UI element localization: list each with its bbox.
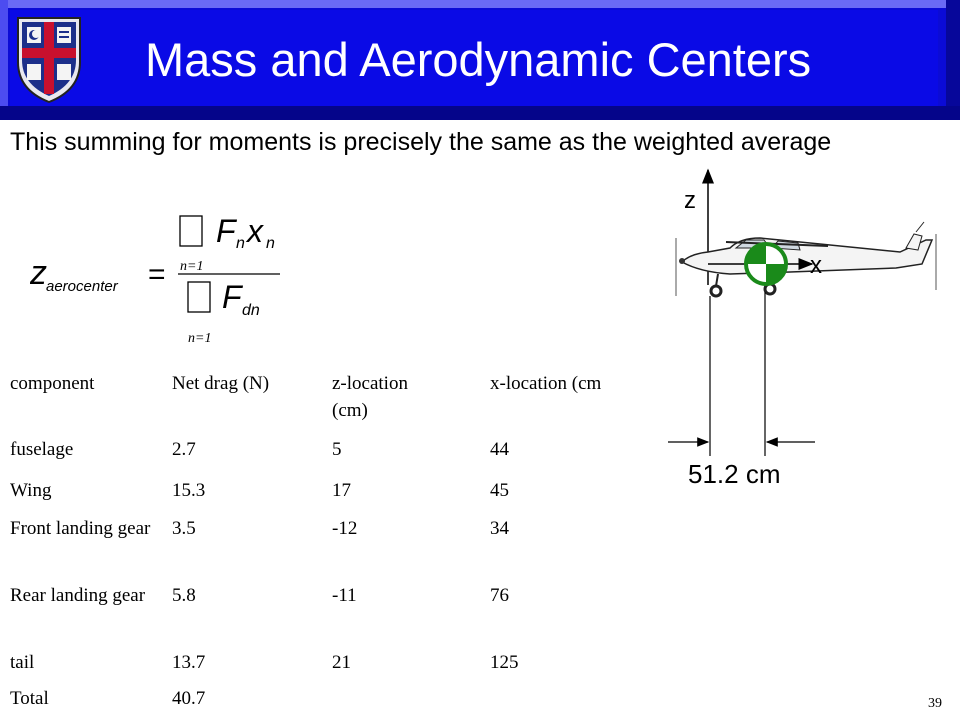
table-cell: 13.7 xyxy=(172,652,206,673)
table-cell: 125 xyxy=(490,652,519,673)
table-cell: 2.7 xyxy=(172,439,196,460)
dimension-label: 51.2 cm xyxy=(688,459,781,489)
intro-text: This summing for moments is precisely the same as the weighted average xyxy=(10,128,832,156)
formula-denominator-main: F xyxy=(222,279,242,315)
slide-title: Mass and Aerodynamic Centers xyxy=(145,33,812,86)
table-cell: tail xyxy=(10,652,35,673)
formula-numerator-limit: n=1 xyxy=(180,259,204,274)
table-header-cell: x-location (cm xyxy=(490,373,602,394)
formula-equals: = xyxy=(148,258,166,291)
title-bar-bevel xyxy=(0,106,960,120)
aerocenter-formula xyxy=(30,200,330,360)
table-cell: fuselage xyxy=(10,439,74,460)
table-cell: 17 xyxy=(332,480,351,501)
table-cell: -11 xyxy=(332,585,357,606)
table-cell: 21 xyxy=(332,652,351,673)
table-cell: Front landing gear xyxy=(10,518,151,539)
table-cell: 5 xyxy=(332,439,342,460)
table-cell: 40.7 xyxy=(172,688,206,709)
airplane-icon xyxy=(676,222,936,296)
title-bar xyxy=(0,0,960,120)
table-header-cell: component xyxy=(10,373,95,394)
formula-lhs-symbol: z xyxy=(30,254,47,292)
table-header-cell: z-location (cm) xyxy=(332,373,408,421)
formula-denominator-sub: dn xyxy=(242,302,260,319)
title-bar-bevel xyxy=(0,0,960,8)
university-crest-logo xyxy=(14,14,84,104)
z-axis-label: z xyxy=(684,187,696,214)
aerodynamic-center-marker xyxy=(746,244,786,284)
table-cell: 45 xyxy=(490,480,509,501)
formula-lhs-subscript: aerocenter xyxy=(46,278,118,295)
title-bar-bevel xyxy=(0,0,8,120)
table-cell: Total xyxy=(10,688,49,709)
summation-icon xyxy=(188,282,210,312)
table-cell: 5.8 xyxy=(172,585,196,606)
table-cell: 3.5 xyxy=(172,518,196,539)
formula-numerator-main: F xyxy=(216,213,236,249)
table-cell: 34 xyxy=(490,518,509,539)
x-axis-label: x xyxy=(810,252,822,279)
airplane-diagram xyxy=(660,160,950,500)
slide-number: 39 xyxy=(928,696,942,711)
summation-icon xyxy=(180,216,202,246)
table-cell: 76 xyxy=(490,585,509,606)
table-cell: Wing xyxy=(10,480,52,501)
table-cell: 15.3 xyxy=(172,480,206,501)
formula-numerator-var: x xyxy=(247,213,263,249)
formula-numerator-sub: n xyxy=(236,235,245,252)
title-bar-bevel xyxy=(946,0,960,120)
table-header-cell: Net drag (N) xyxy=(172,373,270,394)
formula-denominator-limit: n=1 xyxy=(188,331,212,346)
table-cell: -12 xyxy=(332,518,358,539)
table-cell: Rear landing gear xyxy=(10,585,146,606)
table-cell: 44 xyxy=(490,439,509,460)
formula-numerator-var-sub: n xyxy=(266,235,275,252)
